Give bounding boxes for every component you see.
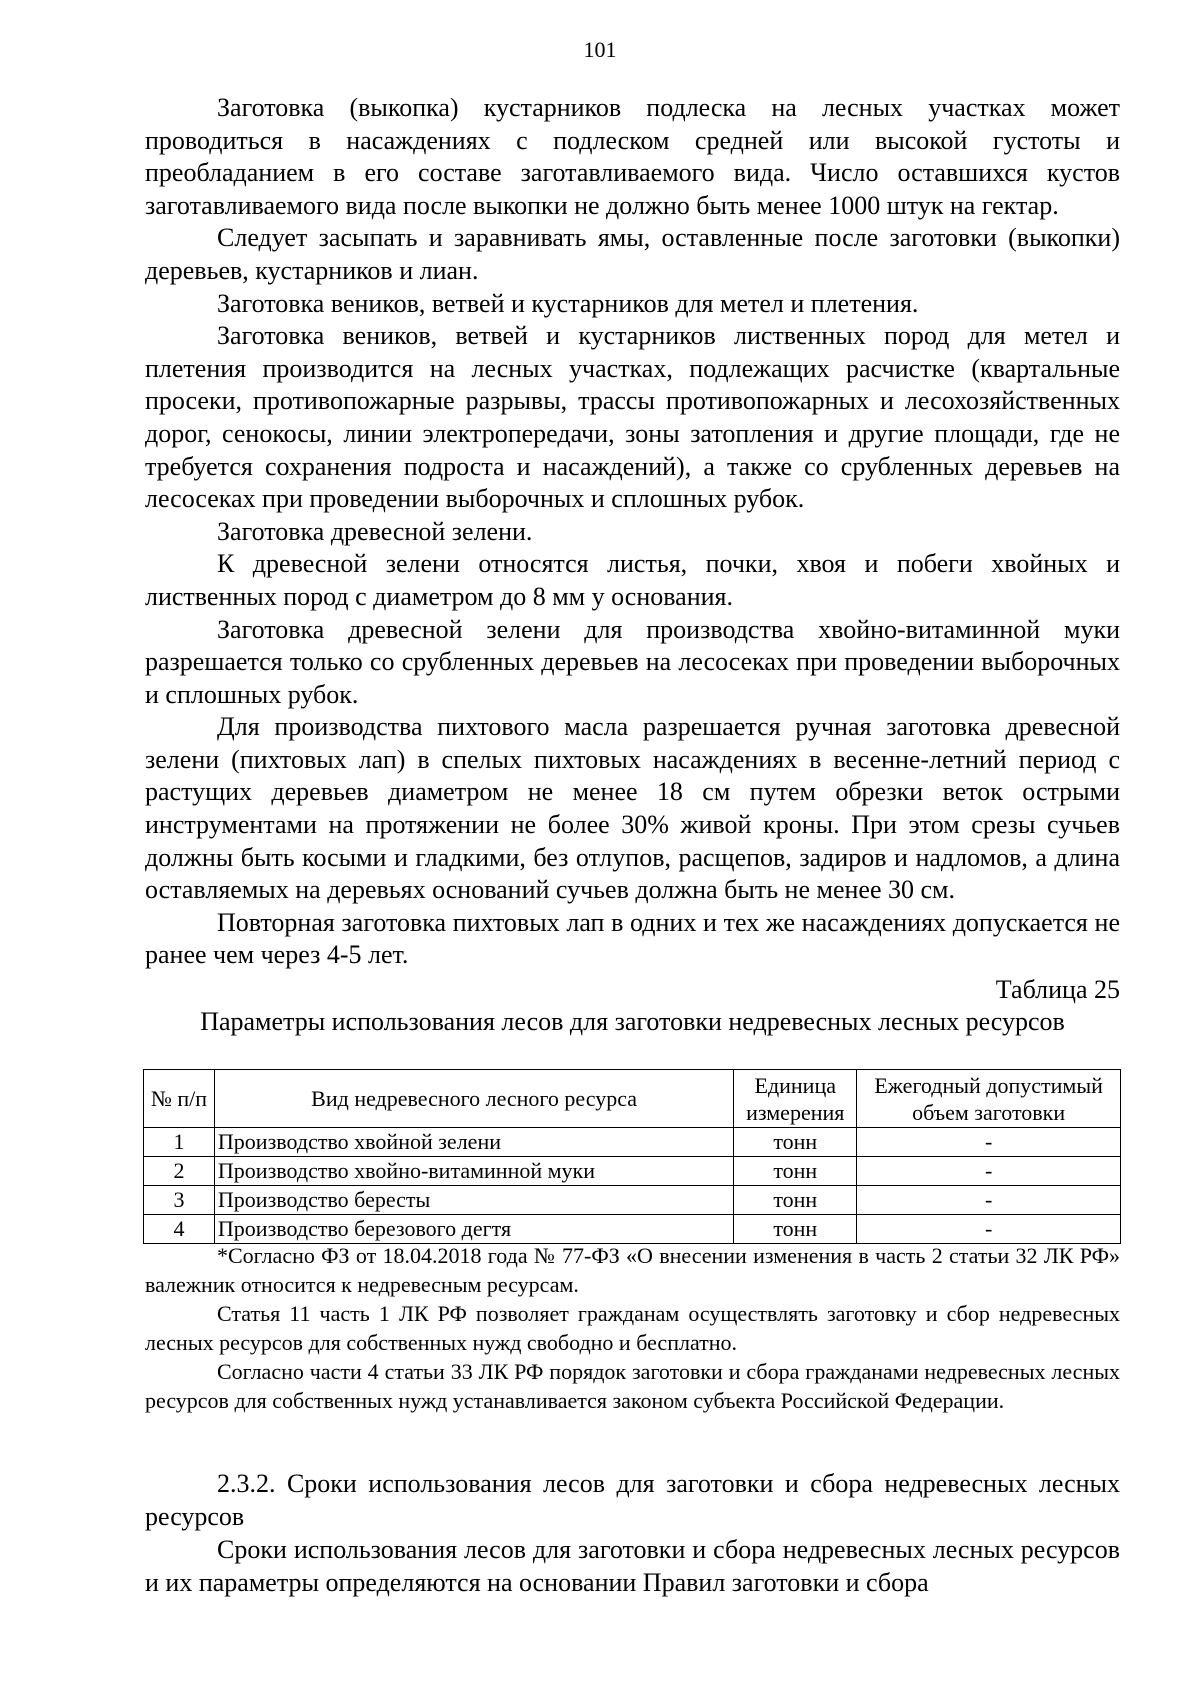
- table-row: [144, 1215, 1121, 1244]
- header-num: № п/п: [144, 1070, 215, 1128]
- table-number-label: Таблица 25: [995, 975, 1120, 1004]
- resources-table: [143, 1069, 1121, 1244]
- header-resource: Вид недревесного лесного ресурса: [214, 1070, 733, 1128]
- note-paragraph: *Согласно ФЗ от 18.04.2018 года № 77-ФЗ «О внесении изменения в часть 2 статьи 32 ЛК РФ» валежник относится к недревесным ресурсам.: [145, 1243, 1120, 1297]
- cell-resource: Производство хвойно-витаминной муки: [214, 1157, 733, 1186]
- note-paragraph: Статья 11 часть 1 ЛК РФ позволяет гражданам осуществлять заготовку и сбор недревесных лесных ресурсов для собственных нужд свободно и бесплатно.: [145, 1301, 1120, 1355]
- paragraph: Заготовка веников, ветвей и кустарников для метел и плетения.: [217, 288, 919, 318]
- cell-resource: Производство березового дегтя: [214, 1215, 733, 1244]
- paragraph: Повторная заготовка пихтовых лап в одних и тех же насаждениях допускается не ранее чем через 4-5 лет.: [145, 907, 1120, 970]
- paragraph: Заготовка древесной зелени.: [217, 516, 533, 546]
- header-unit: Единица измерения: [734, 1070, 857, 1128]
- table-header-row: [144, 1070, 1121, 1128]
- table-title: Параметры использования лесов для заготовки недревесных лесных ресурсов: [200, 1007, 1065, 1036]
- cell-volume: -: [857, 1215, 1121, 1244]
- header-volume: Ежегодный допустимый объем заготовки: [857, 1070, 1121, 1128]
- paragraph: Заготовка веников, ветвей и кустарников лиственных пород для метел и плетения производится на лесных участках, подлежащих расчистке (квартальные просеки, противопожарные разрывы, трассы противопожарных и лесохозяйственных дорог, сенокосы, линии электропередачи, зоны затопления и другие площади, где не требуется сохранения подроста и насаждений), а также со срубленных деревьев на лесосеках при проведении выборочных и сплошных рубок.: [145, 321, 1120, 514]
- cell-num: 2: [144, 1157, 215, 1186]
- section-heading: 2.3.2. Сроки использования лесов для заготовки и сбора недревесных лесных ресурсов: [145, 1469, 1120, 1531]
- note-paragraph: Согласно части 4 статьи 33 ЛК РФ порядок заготовки и сбора гражданами недревесных лесных ресурсов для собственных нужд устанавливается законом субъекта Российской Федерации.: [145, 1359, 1120, 1413]
- paragraph: Следует засыпать и заравнивать ямы, оставленные после заготовки (выкопки) деревьев, кустарников и лиан.: [145, 223, 1120, 285]
- table-row: [144, 1128, 1121, 1157]
- main-text: [145, 92, 1120, 972]
- table-notes: [145, 1241, 1120, 1415]
- cell-unit: тонн: [734, 1157, 857, 1186]
- cell-num: 4: [144, 1215, 215, 1244]
- cell-unit: тонн: [734, 1215, 857, 1244]
- paragraph: Для производства пихтового масла разрешается ручная заготовка древесной зелени (пихтовых лап) в спелых пихтовых насаждениях в весенне-летний период с растущих деревьев диаметром не менее 18 см путем обрезки веток острыми инструментами на протяжении не более 30% живой кроны. При этом срезы сучьев должны быть косыми и гладкими, без отлупов, расщепов, задиров и надломов, а длина оставляемых на деревьях оснований сучьев должна быть не менее 30 см.: [145, 712, 1120, 905]
- table-row: [144, 1186, 1121, 1215]
- section-paragraph: Сроки использования лесов для заготовки и сбора недревесных лесных ресурсов и их параметры определяются на основании Правил заготовки и сбора: [145, 1535, 1120, 1597]
- section-2-3-2: [145, 1467, 1120, 1599]
- cell-volume: -: [857, 1157, 1121, 1186]
- table-row: [144, 1157, 1121, 1186]
- page-number: 101: [583, 37, 617, 62]
- cell-num: 3: [144, 1186, 215, 1215]
- cell-volume: -: [857, 1186, 1121, 1215]
- paragraph: К древесной зелени относятся листья, почки, хвоя и побеги хвойных и лиственных пород с диаметром до 8 мм у основания.: [145, 549, 1120, 611]
- cell-resource: Производство хвойной зелени: [214, 1128, 733, 1157]
- cell-num: 1: [144, 1128, 215, 1157]
- cell-resource: Производство бересты: [214, 1186, 733, 1215]
- cell-volume: -: [857, 1128, 1121, 1157]
- cell-unit: тонн: [734, 1128, 857, 1157]
- paragraph: Заготовка (выкопка) кустарников подлеска на лесных участках может проводиться в насаждениях с подлеском средней или высокой густоты и преобладанием в его составе заготавливаемого вида. Число оставшихся кустов заготавливаемого вида после выкопки не должно быть менее 1000 штук на гектар.: [145, 93, 1120, 220]
- paragraph: Заготовка древесной зелени для производства хвойно-витаминной муки разрешается только со срубленных деревьев на лесосеках при проведении выборочных и сплошных рубок.: [145, 614, 1120, 709]
- cell-unit: тонн: [734, 1186, 857, 1215]
